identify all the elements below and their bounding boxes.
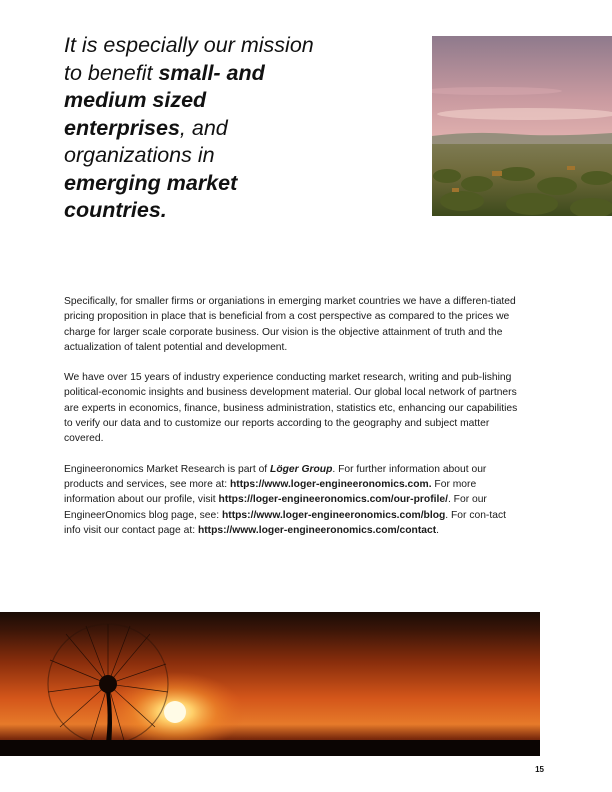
paragraph-text: For more information about our profile, visit	[64, 478, 477, 506]
headline-emphasis-2: medium sized	[64, 88, 207, 112]
paragraph-text: Engineeronomics Market Research is part of	[64, 463, 271, 475]
link-contact[interactable]: https://www.loger-engineeronomics.com/contact	[197, 524, 437, 536]
sunset-photo	[0, 612, 540, 756]
headline-line-2: to benefit	[64, 60, 159, 85]
headline-emphasis-3: enterprises	[64, 115, 180, 140]
paragraph-experience: We have over 15 years of industry experience conducting market research, writing and pub-lishing political-economic insights and business development material. Our global local network of partners are experts in economics, finance, business administration, statistics etc, enhancing our capabilities to verify our data and to customize our reports according to the geography and subject matter covered.	[64, 372, 518, 445]
headline-line-5: organizations in	[64, 143, 215, 167]
headline-emphasis-4: emerging market	[64, 170, 238, 195]
headline-emphasis-1: small- and	[158, 60, 265, 85]
paragraph-text: . For our EngineerOnomics blog page, see:	[64, 494, 487, 521]
headline-line-4: , and	[179, 115, 228, 140]
link-profile[interactable]: https://loger-engineeronomics.com/our-profile/	[218, 494, 448, 506]
link-blog[interactable]: https://www.loger-engineeronomics.com/blog	[221, 509, 446, 521]
headline-line-1: It is especially our mission	[64, 33, 314, 57]
headline-emphasis-5: countries.	[64, 198, 167, 222]
page-number: 15	[535, 765, 544, 774]
paragraph-text: . For con-tact info visit our contact page at:	[64, 509, 506, 536]
paragraph-text: .	[436, 524, 440, 536]
paragraph-contact	[64, 462, 524, 538]
company-name: Löger Group	[270, 463, 333, 475]
paragraph-text: . For further information about our products and services, see more at:	[64, 463, 487, 490]
body-text	[64, 294, 524, 553]
landscape-photo	[432, 36, 612, 216]
paragraph-pricing: Specifically, for smaller firms or organiations in emerging market countries we have a differen-tiated pricing proposition in place that is beneficial from a cost perspective as compared to the prices we charge for larger scale corporate business. Our vision is the objective attainment of truth and the actualization of talent potential and development.	[64, 296, 516, 353]
link-homepage[interactable]: https://www.loger-engineeronomics.com.	[229, 478, 432, 490]
mission-headline	[64, 32, 364, 225]
